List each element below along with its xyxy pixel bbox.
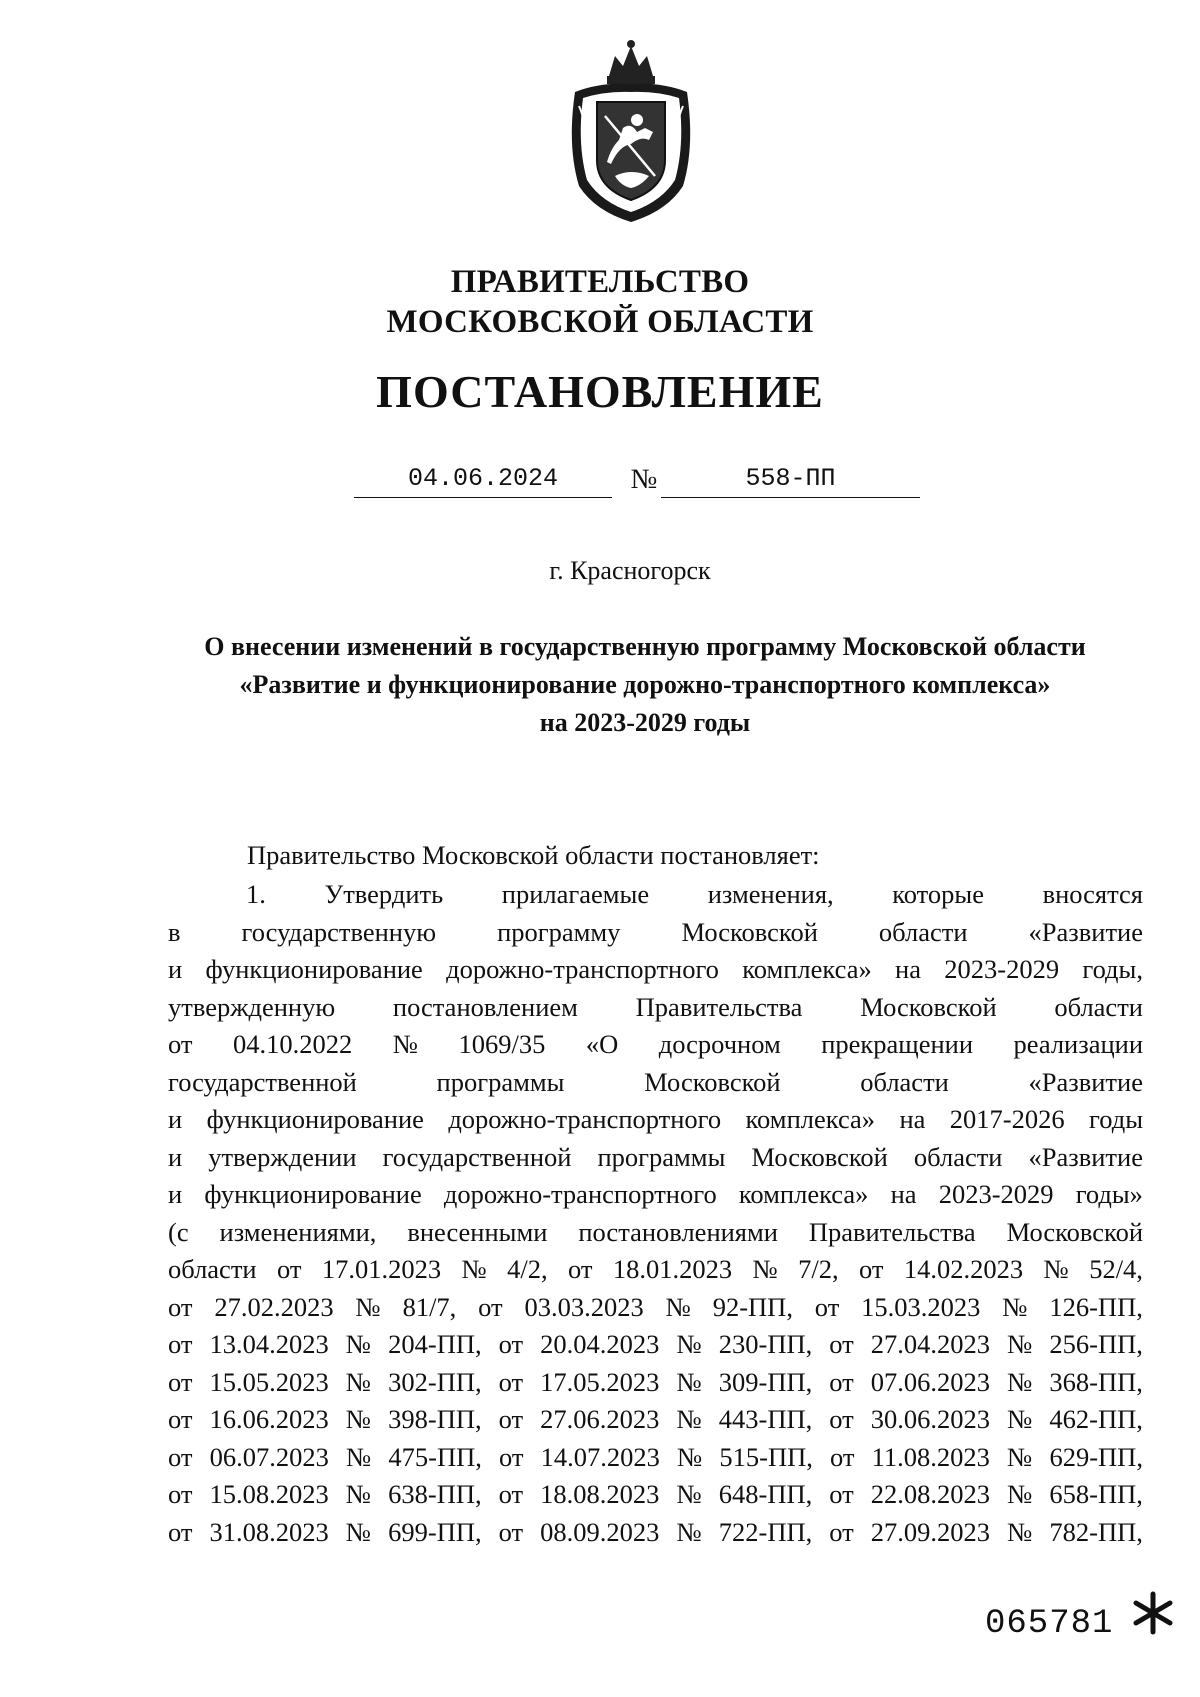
body-word: государственной <box>168 1066 357 1097</box>
number-sign: № <box>630 464 658 495</box>
body-line <box>168 1476 1143 1514</box>
body-word: от <box>478 1291 503 1322</box>
title-line: О внесении изменений в государственную программу Московской области <box>204 632 1086 661</box>
body-word: 782-ПП, <box>1049 1516 1143 1547</box>
body-word: от <box>168 1441 193 1472</box>
body-word: годы <box>1089 1104 1143 1134</box>
body-word: № <box>676 1404 702 1434</box>
body-word: 06.07.2023 <box>209 1441 329 1472</box>
body-word: комплекса» <box>745 1104 876 1134</box>
body-word: Правительства <box>635 991 803 1022</box>
body-word: годы» <box>1075 1179 1143 1209</box>
body-line <box>168 1214 1143 1252</box>
body-word: 722-ПП, <box>718 1516 813 1547</box>
body-word: дорожно-транспортного <box>443 1179 717 1209</box>
body-word: Московской <box>1006 1216 1143 1247</box>
body-word: дорожно-транспортного <box>448 1104 722 1134</box>
body-word: прекращении <box>821 1029 973 1059</box>
body-word: № <box>392 1029 418 1059</box>
body-word: от <box>814 1291 840 1322</box>
body-word: 368-ПП, <box>1049 1366 1143 1397</box>
serial-number: 065781 <box>985 1605 1114 1643</box>
org-name-line1: ПРАВИТЕЛЬСТВО <box>450 264 750 300</box>
body-word: области <box>1054 991 1143 1022</box>
body-word: (с <box>168 1216 189 1247</box>
title-line: «Развитие и функционирование дорожно-транспортного комплекса» <box>239 670 1051 699</box>
body-line <box>168 1514 1143 1552</box>
body-word: от <box>168 1404 193 1434</box>
body-word: 515-ПП, <box>719 1441 813 1472</box>
body-word: от <box>568 1254 593 1284</box>
body-word: и <box>168 1141 183 1172</box>
body-word: области <box>878 916 968 947</box>
body-word: № <box>676 1516 702 1547</box>
body-word: от <box>829 1516 854 1547</box>
body-word: 398-ПП, <box>388 1404 482 1434</box>
body-word: 309-ПП, <box>718 1366 813 1397</box>
body-word: государственной <box>382 1141 572 1172</box>
body-word: № <box>345 1329 372 1359</box>
body-word: 27.02.2023 <box>214 1291 334 1322</box>
body-word: Правительства <box>808 1216 976 1247</box>
body-word: комплекса» <box>742 954 872 984</box>
body-word: № <box>676 1479 702 1509</box>
body-word: постановлением <box>392 991 578 1022</box>
body-word: утвержденную <box>168 991 336 1022</box>
body-line <box>168 1439 1143 1477</box>
body-word: от <box>168 1366 193 1397</box>
body-word: № <box>1007 1516 1033 1547</box>
body-line <box>168 1251 1143 1289</box>
body-word: от <box>168 1329 193 1359</box>
body-word: постановлениями <box>578 1216 778 1247</box>
body-word: функционирование <box>205 954 423 984</box>
body-word: 04.10.2022 <box>232 1029 353 1059</box>
body-word: Утвердить <box>324 879 444 909</box>
body-word: 256-ПП, <box>1049 1329 1143 1359</box>
body-word: 18.01.2023 <box>612 1254 733 1284</box>
document-title <box>150 628 1140 742</box>
body-word: от <box>168 1516 193 1547</box>
body-word: от <box>498 1404 524 1434</box>
body-word: от <box>829 1366 854 1397</box>
body-word: и <box>168 1104 183 1134</box>
body-word: 13.04.2023 <box>209 1329 329 1359</box>
document-number: 558-ПП <box>745 464 836 493</box>
body-word: государственную <box>241 916 437 947</box>
date-underline <box>354 497 612 498</box>
body-word: № <box>1007 1404 1033 1434</box>
body-word: «Развитие <box>1028 1066 1143 1097</box>
body-word: 7/2, <box>798 1254 839 1284</box>
body-word: Московской <box>644 1066 781 1097</box>
body-word: № <box>345 1366 372 1397</box>
body-word: № <box>1002 1291 1028 1322</box>
body-word: № <box>665 1291 691 1322</box>
body-word: 30.06.2023 <box>870 1404 991 1434</box>
body-word: Московской <box>751 1141 888 1172</box>
body-word: годы, <box>1082 954 1143 984</box>
body-word: № <box>345 1441 372 1472</box>
body-word: в <box>168 916 181 947</box>
body-word: реализации <box>1013 1029 1143 1059</box>
intro-paragraph: Правительство Московской области постановляет: <box>247 840 820 870</box>
body-line <box>168 876 1143 914</box>
body-line <box>168 1139 1143 1177</box>
body-word: от <box>168 1479 193 1509</box>
body-word: 1. <box>246 879 266 909</box>
body-word: 2023-2029 <box>944 954 1060 984</box>
body-word: программы <box>597 1141 726 1172</box>
body-word: № <box>752 1254 778 1284</box>
body-word: 15.05.2023 <box>209 1366 329 1397</box>
body-word: «Развитие <box>1028 916 1143 947</box>
body-word: № <box>676 1366 702 1397</box>
body-line <box>168 1289 1143 1327</box>
body-word: 15.08.2023 <box>209 1479 329 1509</box>
document-type: ПОСТАНОВЛЕНИЕ <box>376 366 824 417</box>
body-word: 204-ПП, <box>388 1329 482 1359</box>
body-word: № <box>355 1291 381 1322</box>
body-word: функционирование <box>204 1179 422 1209</box>
body-word: от <box>168 1029 193 1059</box>
number-underline <box>661 497 920 498</box>
body-word: функционирование <box>206 1104 424 1134</box>
body-word: и <box>168 1179 183 1209</box>
body-word: 302-ПП, <box>388 1366 482 1397</box>
title-line: на 2023-2029 годы <box>539 708 751 737</box>
body-line <box>168 1064 1143 1102</box>
body-word: 2023-2029 <box>938 1179 1054 1209</box>
body-word: 475-ПП, <box>388 1441 482 1472</box>
body-word: 07.06.2023 <box>870 1366 991 1397</box>
body-word: 648-ПП, <box>718 1479 813 1509</box>
body-word: Московской <box>681 916 818 947</box>
body-word: от <box>276 1254 302 1284</box>
body-line <box>168 1364 1143 1402</box>
body-word: 03.03.2023 <box>524 1291 644 1322</box>
body-word: от <box>498 1516 524 1547</box>
body-word: области <box>860 1066 949 1097</box>
body-word: «Развитие <box>1028 1141 1143 1172</box>
body-word: № <box>345 1404 372 1434</box>
body-word: № <box>1043 1254 1069 1284</box>
body-word: 658-ПП, <box>1049 1479 1143 1509</box>
body-word: 08.09.2023 <box>540 1516 660 1547</box>
city: г. Красногорск <box>549 556 711 585</box>
body-word: № <box>1007 1366 1033 1397</box>
body-word: от <box>168 1291 193 1322</box>
coat-of-arms-icon <box>565 36 697 226</box>
body-word: 52/4, <box>1089 1254 1143 1284</box>
body-text <box>168 876 1143 1551</box>
body-word: внесенными <box>407 1216 548 1247</box>
body-line <box>168 1176 1143 1214</box>
body-word: 14.07.2023 <box>540 1441 660 1472</box>
body-word: 1069/35 <box>458 1029 546 1059</box>
body-word: Московской <box>860 991 997 1022</box>
body-line <box>168 1401 1143 1439</box>
body-word: от <box>498 1366 524 1397</box>
body-word: 27.09.2023 <box>870 1516 991 1547</box>
body-word: программу <box>497 916 621 947</box>
body-word: комплекса» <box>738 1179 869 1209</box>
body-word: 81/7, <box>402 1291 457 1322</box>
body-word: от <box>498 1329 524 1359</box>
body-line <box>168 914 1143 952</box>
body-word: изменениями, <box>219 1216 377 1247</box>
asterisk-icon <box>1130 1590 1176 1636</box>
body-word: 14.02.2023 <box>903 1254 1024 1284</box>
body-word: № <box>1007 1329 1033 1359</box>
body-word: 699-ПП, <box>388 1516 482 1547</box>
body-word: программы <box>436 1066 565 1097</box>
body-word: 15.03.2023 <box>861 1291 981 1322</box>
body-word: области <box>913 1141 1003 1172</box>
body-word: 11.08.2023 <box>871 1441 990 1472</box>
org-name-line2: МОСКОВСКОЙ ОБЛАСТИ <box>386 304 814 340</box>
body-word: № <box>345 1479 372 1509</box>
body-word: 443-ПП, <box>718 1404 813 1434</box>
body-word: 17.01.2023 <box>321 1254 442 1284</box>
body-word: «О <box>585 1029 619 1059</box>
body-word: от <box>829 1479 854 1509</box>
body-word: 20.04.2023 <box>540 1329 660 1359</box>
body-word: на <box>890 1179 917 1209</box>
body-word: № <box>1007 1441 1033 1472</box>
body-word: изменения, <box>707 879 834 909</box>
body-word: 4/2, <box>507 1254 548 1284</box>
document-date: 04.06.2024 <box>407 464 559 493</box>
body-word: от <box>829 1404 854 1434</box>
body-word: 629-ПП, <box>1049 1441 1143 1472</box>
body-word: № <box>676 1329 702 1359</box>
body-word: 31.08.2023 <box>209 1516 329 1547</box>
body-word: 17.05.2023 <box>540 1366 660 1397</box>
body-word: 126-ПП, <box>1049 1291 1143 1322</box>
body-word: утверждении <box>208 1141 357 1172</box>
body-word: дорожно-транспортного <box>446 954 719 984</box>
body-word: 22.08.2023 <box>870 1479 991 1509</box>
body-word: от <box>498 1479 524 1509</box>
body-word: на <box>895 954 921 984</box>
body-word: № <box>1007 1479 1033 1509</box>
body-word: на <box>899 1104 926 1134</box>
body-word: области <box>168 1254 257 1284</box>
body-word: досрочном <box>658 1029 781 1059</box>
body-word: 92-ПП, <box>712 1291 793 1322</box>
body-line <box>168 951 1143 989</box>
body-word: прилагаемые <box>501 879 650 909</box>
body-line <box>168 1101 1143 1139</box>
body-word: № <box>677 1441 703 1472</box>
body-word: вносятся <box>1042 879 1143 909</box>
body-word: 462-ПП, <box>1049 1404 1143 1434</box>
body-word: 638-ПП, <box>388 1479 482 1509</box>
body-word: которые <box>892 879 984 909</box>
body-word: от <box>859 1254 884 1284</box>
body-word: 27.04.2023 <box>870 1329 991 1359</box>
body-word: от <box>830 1441 855 1472</box>
body-line <box>168 1026 1143 1064</box>
body-word: 2017-2026 <box>949 1104 1065 1134</box>
body-word: от <box>829 1329 854 1359</box>
body-word: 27.06.2023 <box>540 1404 660 1434</box>
body-line <box>168 1326 1143 1364</box>
body-word: от <box>499 1441 524 1472</box>
body-word: № <box>461 1254 487 1284</box>
registration-block <box>354 462 920 502</box>
body-word: № <box>345 1516 372 1547</box>
body-word: 16.06.2023 <box>209 1404 329 1434</box>
body-word: 230-ПП, <box>718 1329 813 1359</box>
body-word: и <box>168 954 183 984</box>
body-line <box>168 989 1143 1027</box>
body-word: 18.08.2023 <box>540 1479 660 1509</box>
